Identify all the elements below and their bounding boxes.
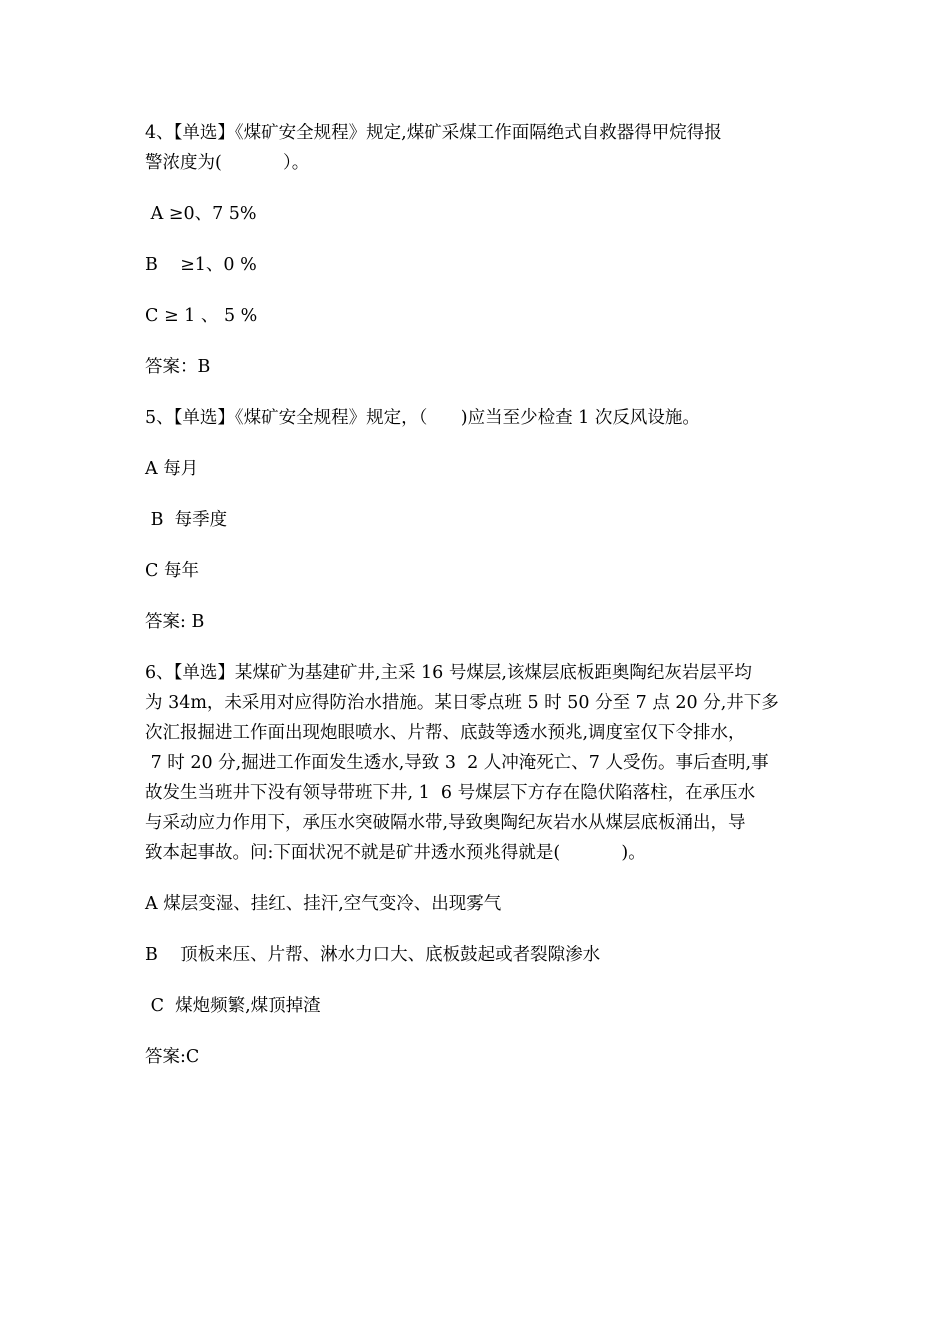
option-c: C ≥ 1 、 5 % (145, 306, 258, 326)
question-6 (145, 658, 810, 1072)
answer-text: 答案：B (145, 357, 211, 377)
option-b: B 顶板来压、片帮、淋水力口大、底板鼓起或者裂隙渗水 (145, 945, 601, 965)
question-4 (145, 118, 810, 382)
option-a: A 煤层变湿、挂红、挂汗,空气变冷、出现雾气 (145, 894, 502, 914)
question-text: 5、【单选】《煤矿安全规程》规定，（ )应当至少检查 1 次反风设施。 (145, 408, 700, 428)
option-c: C 煤炮频繁,煤顶掉渣 (145, 996, 321, 1016)
question-line: 为 34m，未采用对应得防治水措施。某日零点班 5 时 50 分至 7 点 20 分,井下多 (145, 693, 779, 713)
question-text (145, 118, 810, 178)
question-line: 故发生当班井下没有领导带班下井, 1 6 号煤层下方存在隐伏陷落柱，在承压水 (145, 783, 756, 803)
option-a: A ≥0、7 5% (145, 204, 257, 224)
question-line: 警浓度为( ）。 (145, 153, 310, 173)
answer-text: 答案:C (145, 1047, 200, 1067)
question-line: 4、【单选】《煤矿安全规程》规定,煤矿采煤工作面隔绝式自救器得甲烷得报 (145, 123, 722, 143)
option-c: C 每年 (145, 561, 199, 581)
question-line: 致本起事故。问:下面状况不就是矿井透水预兆得就是( )。 (145, 843, 646, 863)
question-line: 次汇报掘进工作面出现炮眼喷水、片帮、底鼓等透水预兆,调度室仅下令排水， (145, 723, 746, 743)
document-content (145, 118, 810, 1093)
question-line: 6、【单选】某煤矿为基建矿井,主采 16 号煤层,该煤层底板距奥陶纪灰岩层平均 (145, 663, 752, 683)
question-line: 与采动应力作用下，承压水突破隔水带,导致奥陶纪灰岩水从煤层底板涌出，导 (145, 813, 746, 833)
question-text (145, 658, 810, 868)
option-b: B 每季度 (145, 510, 228, 530)
option-b: B ≥1、0 % (145, 255, 257, 275)
option-a: A 每月 (145, 459, 199, 479)
question-5 (145, 403, 810, 637)
question-line: 7 时 20 分,掘进工作面发生透水,导致 3 2 人冲淹死亡、7 人受伤。事后查明,事 (145, 753, 769, 773)
answer-text: 答案: B (145, 612, 205, 632)
